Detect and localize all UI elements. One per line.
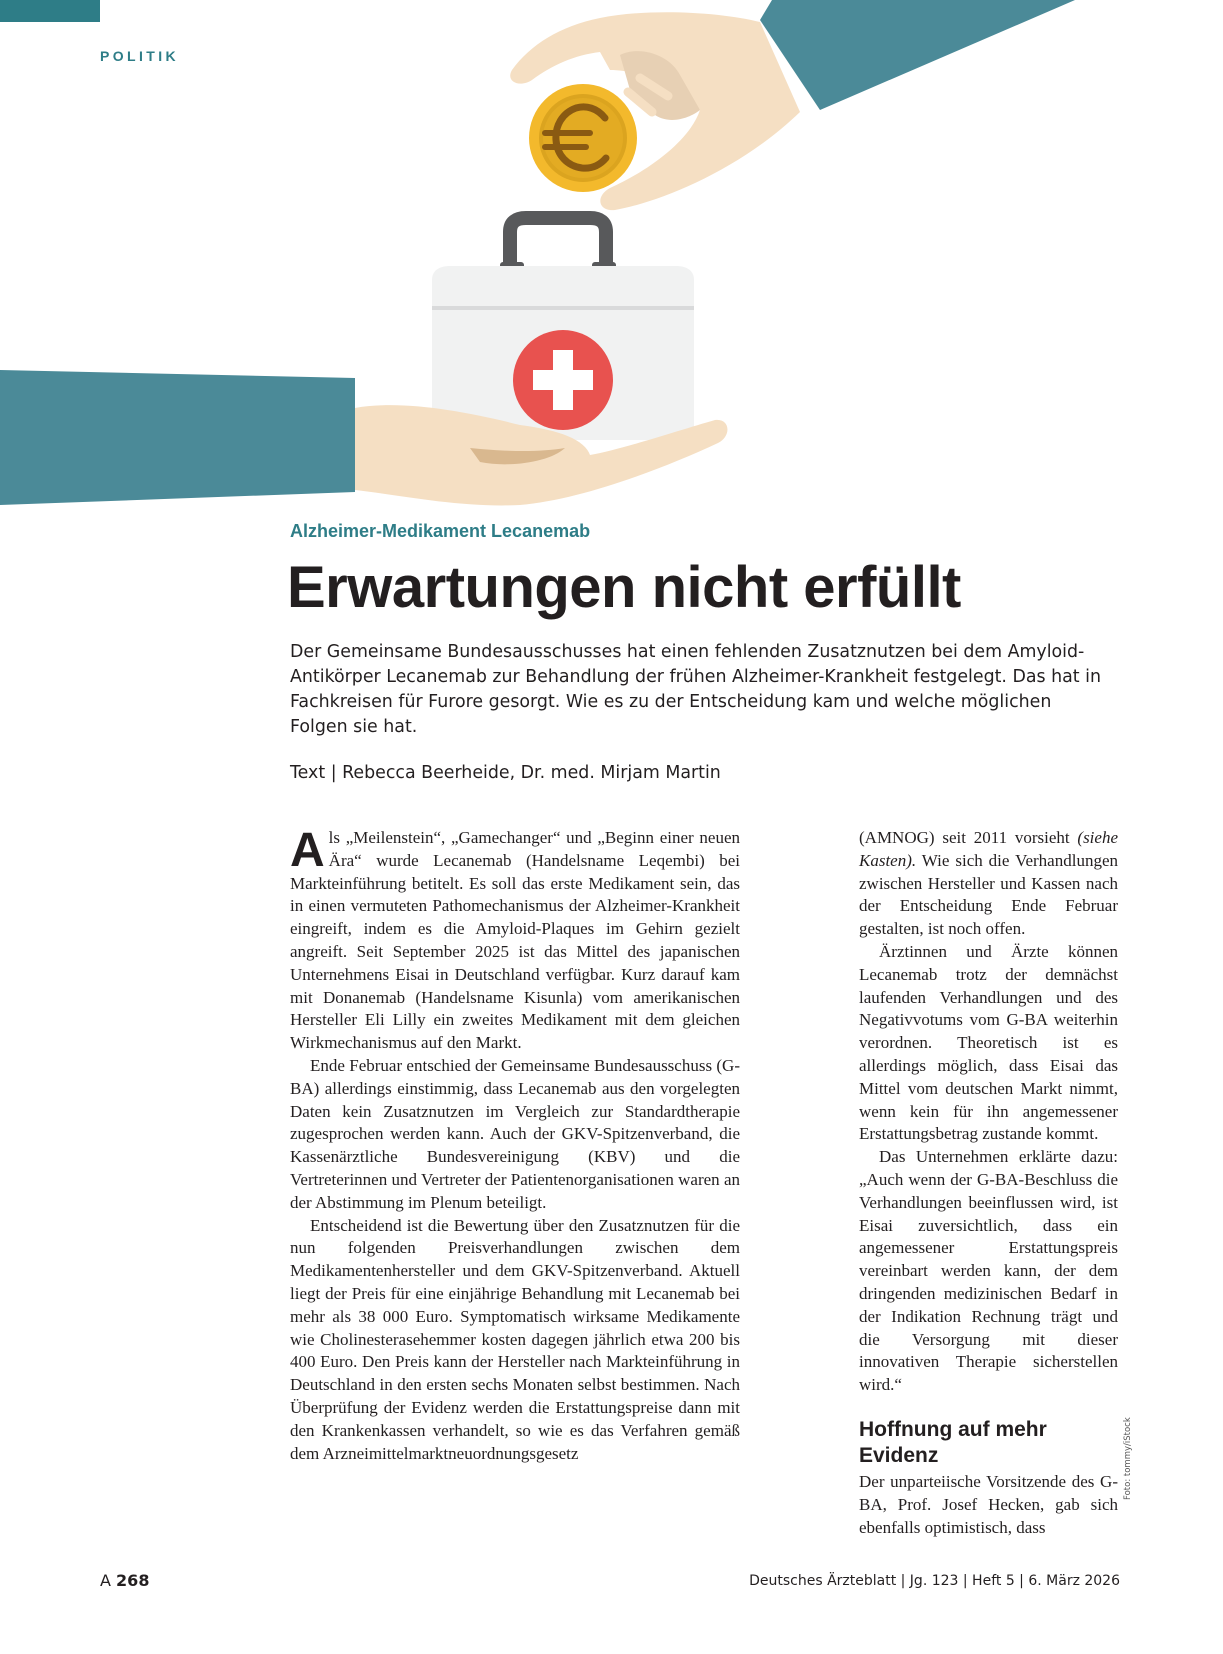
body-paragraph: Der unparteiische Vorsitzende des G-BA, Prof. Josef Hecken, gab sich ebenfalls optimistisch, dass: [859, 1471, 1118, 1537]
article-subhead: Hoffnung auf mehr Evidenz: [859, 1417, 1047, 1467]
first-aid-kit-icon: [432, 218, 694, 440]
body-paragraph-text: Wie sich die Verhandlungen zwischen Hersteller und Kassen nach der Entscheidung Ende Februar gestalten, ist noch offen.: [859, 850, 1118, 939]
page-number-value: 268: [116, 1571, 150, 1590]
body-paragraph: Ende Februar entschied der Gemeinsame Bundesausschuss (G-BA) allerdings einstimmig, dass Lecanemab aus den vorgelegten Daten kein Zusatznutzen im Vergleich zur Standardtherapie zugesprochen werden kann. Auch der GKV-Spitzenverband, die Kassenärztliche Bundesvereinigung (KBV) und die Vertreterinnen und Vertreter der Patientenorganisationen waren an der Abstimmung im Plenum beteiligt.: [290, 1055, 740, 1212]
body-paragraph: Entscheidend ist die Bewertung über den Zusatznutzen für die nun folgenden Preisverhandlungen zwischen dem Medikamentenhersteller und dem GKV-Spitzenverband. Aktuell liegt der Preis für eine einjährige Behandlung mit Lecanemab bei mehr als 38 000 Euro. Symptomatisch wirksame Medikamente wie Cholinesterasehemmer kosten dagegen jährlich etwa 200 bis 400 Euro. Den Preis kann der Hersteller nach Markteinführung in Deutschland in den ersten sechs Monaten selbst bestimmen. Nach Überprüfung der Evidenz werden die Erstattungspreise dann mit den Krankenkassen verhandelt, so wie es das Verfahren gemäß dem Arzneimittelmarktneuordnungsgesetz: [290, 1215, 740, 1463]
body-paragraph: Das Unternehmen erklärte dazu: „Auch wenn der G-BA-Beschluss die Verhandlungen beeinflussen wird, ist Eisai zuversichtlich, dass ein angemessener Erstattungspreis vereinbart werden kann, der dem dringenden medizinischen Bedarf in der Indikation Rechnung trägt und die Versorgung mit dieser innovativen Therapie sicherstellen wird.“: [859, 1147, 1118, 1395]
box-reference: (siehe Kasten).: [859, 828, 1118, 870]
article-kicker: Alzheimer-Medikament Lecanemab: [290, 521, 591, 541]
header-illustration: [0, 0, 1223, 510]
page-prefix: A: [100, 1571, 111, 1590]
publication-info: Deutsches Ärzteblatt | Jg. 123 | Heft 5 | 6. März 2026: [749, 1573, 1120, 1589]
body-column-left: [290, 824, 740, 1465]
sleeve-bottom-left: [0, 370, 355, 505]
body-paragraph: [859, 827, 1118, 941]
photo-credit-text: Foto: tommy/iStock: [1123, 1417, 1133, 1500]
drop-cap: A: [290, 824, 325, 877]
body-paragraph-text: ls „Meilenstein“, „Gamechanger“ und „Beginn einer neuen Ära“ wurde Lecanemab (Handelsname Leqembi) bei Markteinführung betitelt. Es soll das erste Medikament sein, das in einen vermuteten Pathomechanismus der Alzheimer-Krankheit eingreift, indem es die Amyloid-Plaques im Gehirn gezielt angreift. Seit September 2025 ist das Mittel des japanischen Unternehmens Eisai in Deutschland verfügbar. Kurz darauf kam mit Donanemab (Handelsname Kisunla) vom amerikanischen Hersteller Eli Lilly ein zweites Medikament mit dem gleichen Wirkmechanismus auf den Markt.: [290, 828, 740, 1053]
body-paragraph-text: (AMNOG) seit 2011 vorsieht: [859, 828, 1078, 847]
body-paragraph: [290, 824, 740, 1055]
article-headline: Erwartungen nicht erfüllt: [287, 555, 961, 620]
article-byline: Text | Rebecca Beerheide, Dr. med. Mirjam Martin: [290, 763, 721, 783]
body-paragraph: Ärztinnen und Ärzte können Lecanemab trotz der demnächst laufenden Verhandlungen und des Negativvotums vom G-BA weiterhin verordnen. Theoretisch ist es allerdings möglich, dass Eisai das Mittel vom deutschen Markt nimmt, wenn kein für ihn angemessener Erstattungsbetrag zustande kommt.: [859, 941, 1118, 1144]
article-lead: Der Gemeinsame Bundesausschusses hat einen fehlenden Zusatznutzen bei dem Amyloid-Antikörper Lecanemab zur Behandlung der frühen Alzheimer-Krankheit festgelegt. Das hat in Fachkreisen für Furore gesorgt. Wie es zu der Entscheidung kam und welche möglichen Folgen sie hat.: [290, 642, 1101, 737]
euro-coin-icon: [529, 84, 637, 192]
photo-credit: [1123, 1380, 1133, 1500]
sleeve-top-right: [760, 0, 1075, 110]
page-number: [100, 1571, 149, 1590]
body-column-right: [859, 827, 1118, 1539]
section-label: POLITIK: [100, 48, 180, 64]
